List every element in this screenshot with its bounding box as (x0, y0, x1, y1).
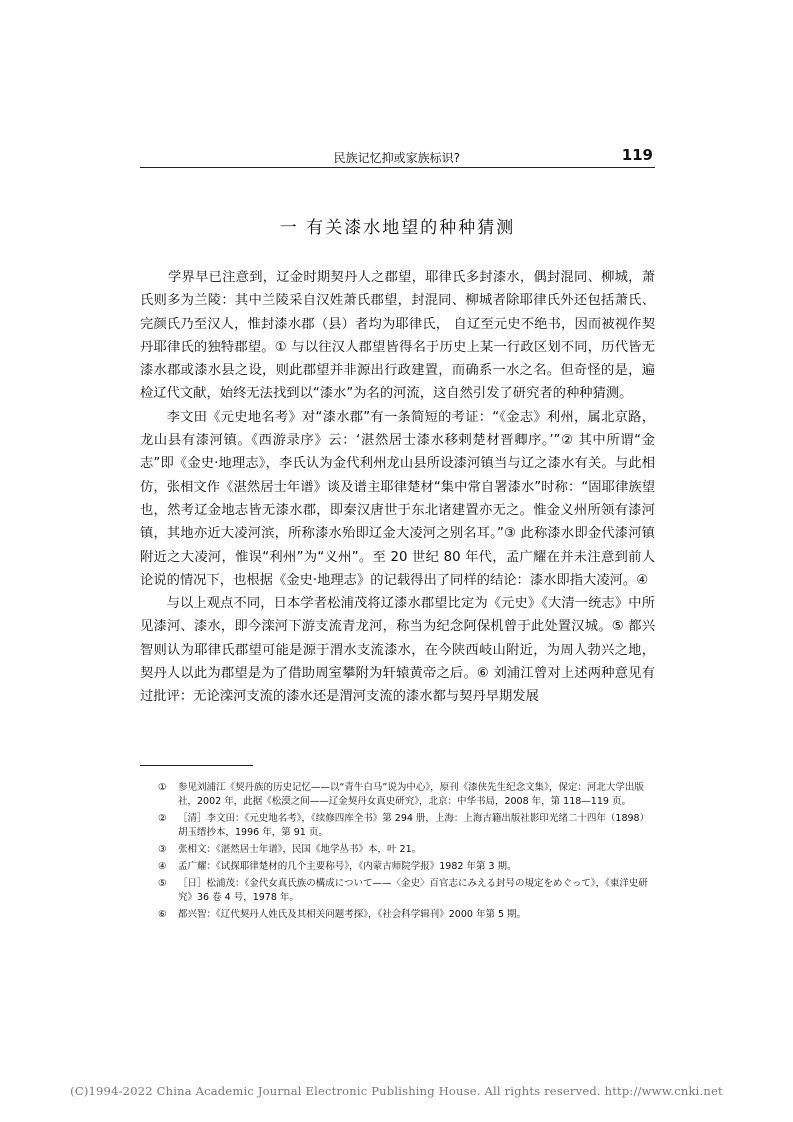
footnote-mark: ③ (158, 844, 167, 855)
body-text (140, 266, 655, 709)
section-title: 一 有关漆水地望的种种猜测 (279, 218, 516, 238)
footnote-mark: ⑤ (158, 878, 167, 889)
paragraph: 学界早已注意到，辽金时期契丹人之郡望，耶律氏多封漆水，偶封混同、柳城，萧氏则多为兰陵：其中兰陵采自汉姓萧氏郡望，封混同、柳城者除耶律氏外还包括萧氏、完颜氏乃至汉人，惟封漆水郡（县）者均为耶律氏， 自辽至元史不绝书，因而被视作契丹耶律氏的独特郡望。① 与以往汉人郡望皆得名于历史上某一行政区划不同，历代皆无漆水郡或漆水县之设，则此郡望并非源出行政建置，而确系一水之名。但奇怪的是，遍检辽代文献，始终无法找到以“漆水”为名的河流，这自然引发了研究者的种种猜测。 (140, 270, 655, 402)
footnote (158, 877, 654, 905)
paragraph: 李文田《元史地名考》对“漆水郡”有一条简短的考证：“《金志》利州，属北京路，龙山县有漆河镇。《西游录序》云：‘湛然居士漆水移剌楚材晋卿序。’”② 其中所谓“金志”即《金史·地理志》，李氏认为金代利州龙山县所设漆河镇当与辽之漆水有关。与此相仿，张相文作《湛然居士年谱》谈及谱主耶律楚材“集中常自署漆水”时称：“固耶律族望也，然考辽金地志皆无漆水郡，即秦汉唐世于东北诸建置亦无之。惟金义州所领有漆河镇，其地亦近大凌河滨，所称漆水殆即辽金大凌河之别名耳。”③ 此称漆水即金代漆河镇附近之大凌河，惟误“利州”为“义州”。至 20 世纪 80 年代，孟广耀在并未注意到前人论说的情况下，也根据《金史·地理志》的记载得出了同样的结论：漆水即指大凌河。④ (140, 409, 655, 588)
footnote-text: ［日］松浦茂：《金代女真氏族の構成について——〈金史〉百官志にみえる封号の規定をめぐって》，《東洋史研究》36 卷 4 号，1978 年。 (178, 878, 648, 903)
running-title: 民族记忆抑或家族标识? (333, 151, 460, 165)
footnote (158, 860, 654, 874)
footnote-rule (140, 765, 253, 766)
footnote (158, 843, 654, 857)
footnotes (158, 781, 654, 925)
paragraph: 与以上观点不同，日本学者松浦茂将辽漆水郡望比定为《元史》《大清一统志》中所见漆河、漆水，即今滦河下游支流青龙河，称当为纪念阿保机曾于此处置汉城。⑤ 都兴智则认为耶律氏郡望可能是源于渭水支流漆水，在今陕西岐山附近，为周人勃兴之地，契丹人以此为郡望是为了借助周室攀附为轩辕黄帝之后。⑥ 刘浦江曾对上述两种意见有过批评：无论滦河支流的漆水还是渭河支流的漆水都与契丹早期发展 (140, 596, 655, 705)
footnote-text: 张相文：《湛然居士年谱》，民国《地学丛书》本，叶 21。 (178, 844, 422, 855)
footnote (158, 781, 654, 809)
footnote (158, 908, 654, 922)
footnote-text: ［清］李文田：《元史地名考》，《续修四库全书》第 294 册，上海：上海古籍出版社影印光绪二十四年（1898）胡玉缙抄本，1996 年，第 91 页。 (178, 813, 650, 838)
footnote-text: 都兴智：《辽代契丹人姓氏及其相关问题考探》，《社会科学辑刊》2000 年第 5 期。 (178, 909, 527, 920)
copyright-footer: (C)1994-2022 China Academic Journal Electronic Publishing House. All rights reserved. http://www.cnki.net (70, 1084, 723, 1098)
header-rule (140, 167, 655, 168)
footnote-text: 参见刘浦江《契丹族的历史记忆——以“青牛白马”说为中心》，原刊《漆侠先生纪念文集》，保定：河北大学出版社，2002 年，此据《松漠之间——辽金契丹女真史研究》，北京：中华书局，2008 年，第 118—119 页。 (178, 782, 644, 807)
footnote (158, 812, 654, 840)
footnote-mark: ② (158, 813, 167, 824)
page-number: 119 (621, 146, 653, 164)
footnote-mark: ① (158, 782, 167, 793)
footnote-mark: ⑥ (158, 909, 167, 920)
footnote-text: 孟广耀：《试探耶律楚材的几个主要称号》，《内蒙古师院学报》1982 年第 3 期。 (178, 861, 517, 872)
footnote-mark: ④ (158, 861, 167, 872)
